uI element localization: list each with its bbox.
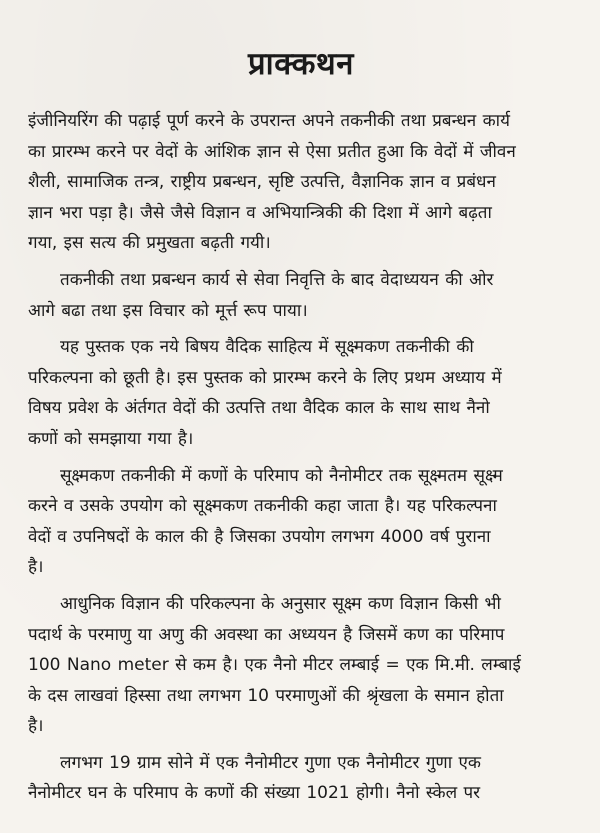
paragraph-line: करने व उसके उपयोग को सूक्ष्मकण तकनीकी कहा जाता है। यह परिकल्पना [28, 496, 497, 517]
paragraph-line: का प्रारम्भ करने पर वेदों के आंशिक ज्ञान से ऐसा प्रतीत हुआ कि वेदों में जीवन [28, 141, 516, 162]
paragraph-3 [28, 332, 574, 454]
paragraph-line: विषय प्रवेश के अंर्तगत वेदों की उत्पत्ति तथा वैदिक काल के साथ साथ नैनो [28, 398, 490, 419]
paragraph-line: सूक्ष्मकण तकनीकी में कणों के परिमाप को नैनोमीटर तक सूक्ष्मतम सूक्ष्म [60, 465, 503, 486]
paragraph-5 [28, 589, 574, 742]
paragraph-line: नैनोमीटर घन के परिमाप के कणों की संख्या 1021 होगी। नैनो स्केल पर [28, 783, 481, 804]
paragraph-line: है। [28, 557, 44, 578]
paragraph-line: कणों को समझाया गया है। [28, 428, 194, 449]
paragraph-line: इंजीनियरिंग की पढ़ाई पूर्ण करने के उपरान्त अपने तकनीकी तथा प्रबन्धन कार्य [28, 111, 510, 131]
paragraph-line: गया, इस सत्य की प्रमुखता बढ़ती गयी। [28, 233, 271, 254]
paragraph-line: यह पुस्तक एक नये बिषय वैदिक साहित्य में सूक्ष्मकण तकनीकी की [60, 337, 474, 358]
paragraph-line: है। [28, 716, 44, 737]
paragraph-line: ज्ञान भरा पड़ा है। जैसे जैसे विज्ञान व अभियान्त्रिकी की दिशा में आगे बढ़ता [28, 202, 492, 223]
paragraph-line: तकनीकी तथा प्रबन्धन कार्य से सेवा निवृत्ति के बाद वेदाध्ययन की ओर [60, 269, 494, 290]
paragraph-6 [28, 748, 574, 809]
paragraph-4 [28, 461, 574, 583]
page-title: प्राक्कथन [248, 46, 354, 82]
paragraph-1 [28, 106, 574, 259]
paragraph-line: 100 Nano meter से कम है। एक नैनो मीटर लम्बाई = एक मि.मी. लम्बाई [28, 655, 521, 676]
paragraph-line: आगे बढा तथा इस विचार को मूर्त्त रूप पाया। [28, 300, 308, 321]
paragraph-line: लगभग 19 ग्राम सोने में एक नैनोमीटर गुणा एक नैनोमीटर गुणा एक [60, 752, 481, 773]
paragraph-line: पदार्थ के परमाणु या अणु की अवस्था का अध्ययन है जिसमें कण का परिमाप [28, 624, 505, 645]
paragraph-line: के दस लाखवां हिस्सा तथा लगभग 10 परमाणुओं की श्रृंखला के समान होता [28, 685, 504, 706]
paragraph-line: परिकल्पना को छूती है। इस पुस्तक को प्रारम्भ करने के लिए प्रथम अध्याय में [28, 367, 502, 388]
paragraph-2 [28, 265, 574, 326]
paragraph-line: शैली, सामाजिक तन्त्र, राष्ट्रीय प्रबन्धन, सृष्टि उत्पत्ति, वैज्ञानिक ज्ञान व प्रबंधन [28, 172, 496, 193]
paragraph-line: वेदों व उपनिषदों के काल की है जिसका उपयोग लगभग 4000 वर्ष पुराना [28, 526, 491, 547]
paragraph-line: आधुनिक विज्ञान की परिकल्पना के अनुसार सूक्ष्म कण विज्ञान किसी भी [60, 593, 501, 614]
